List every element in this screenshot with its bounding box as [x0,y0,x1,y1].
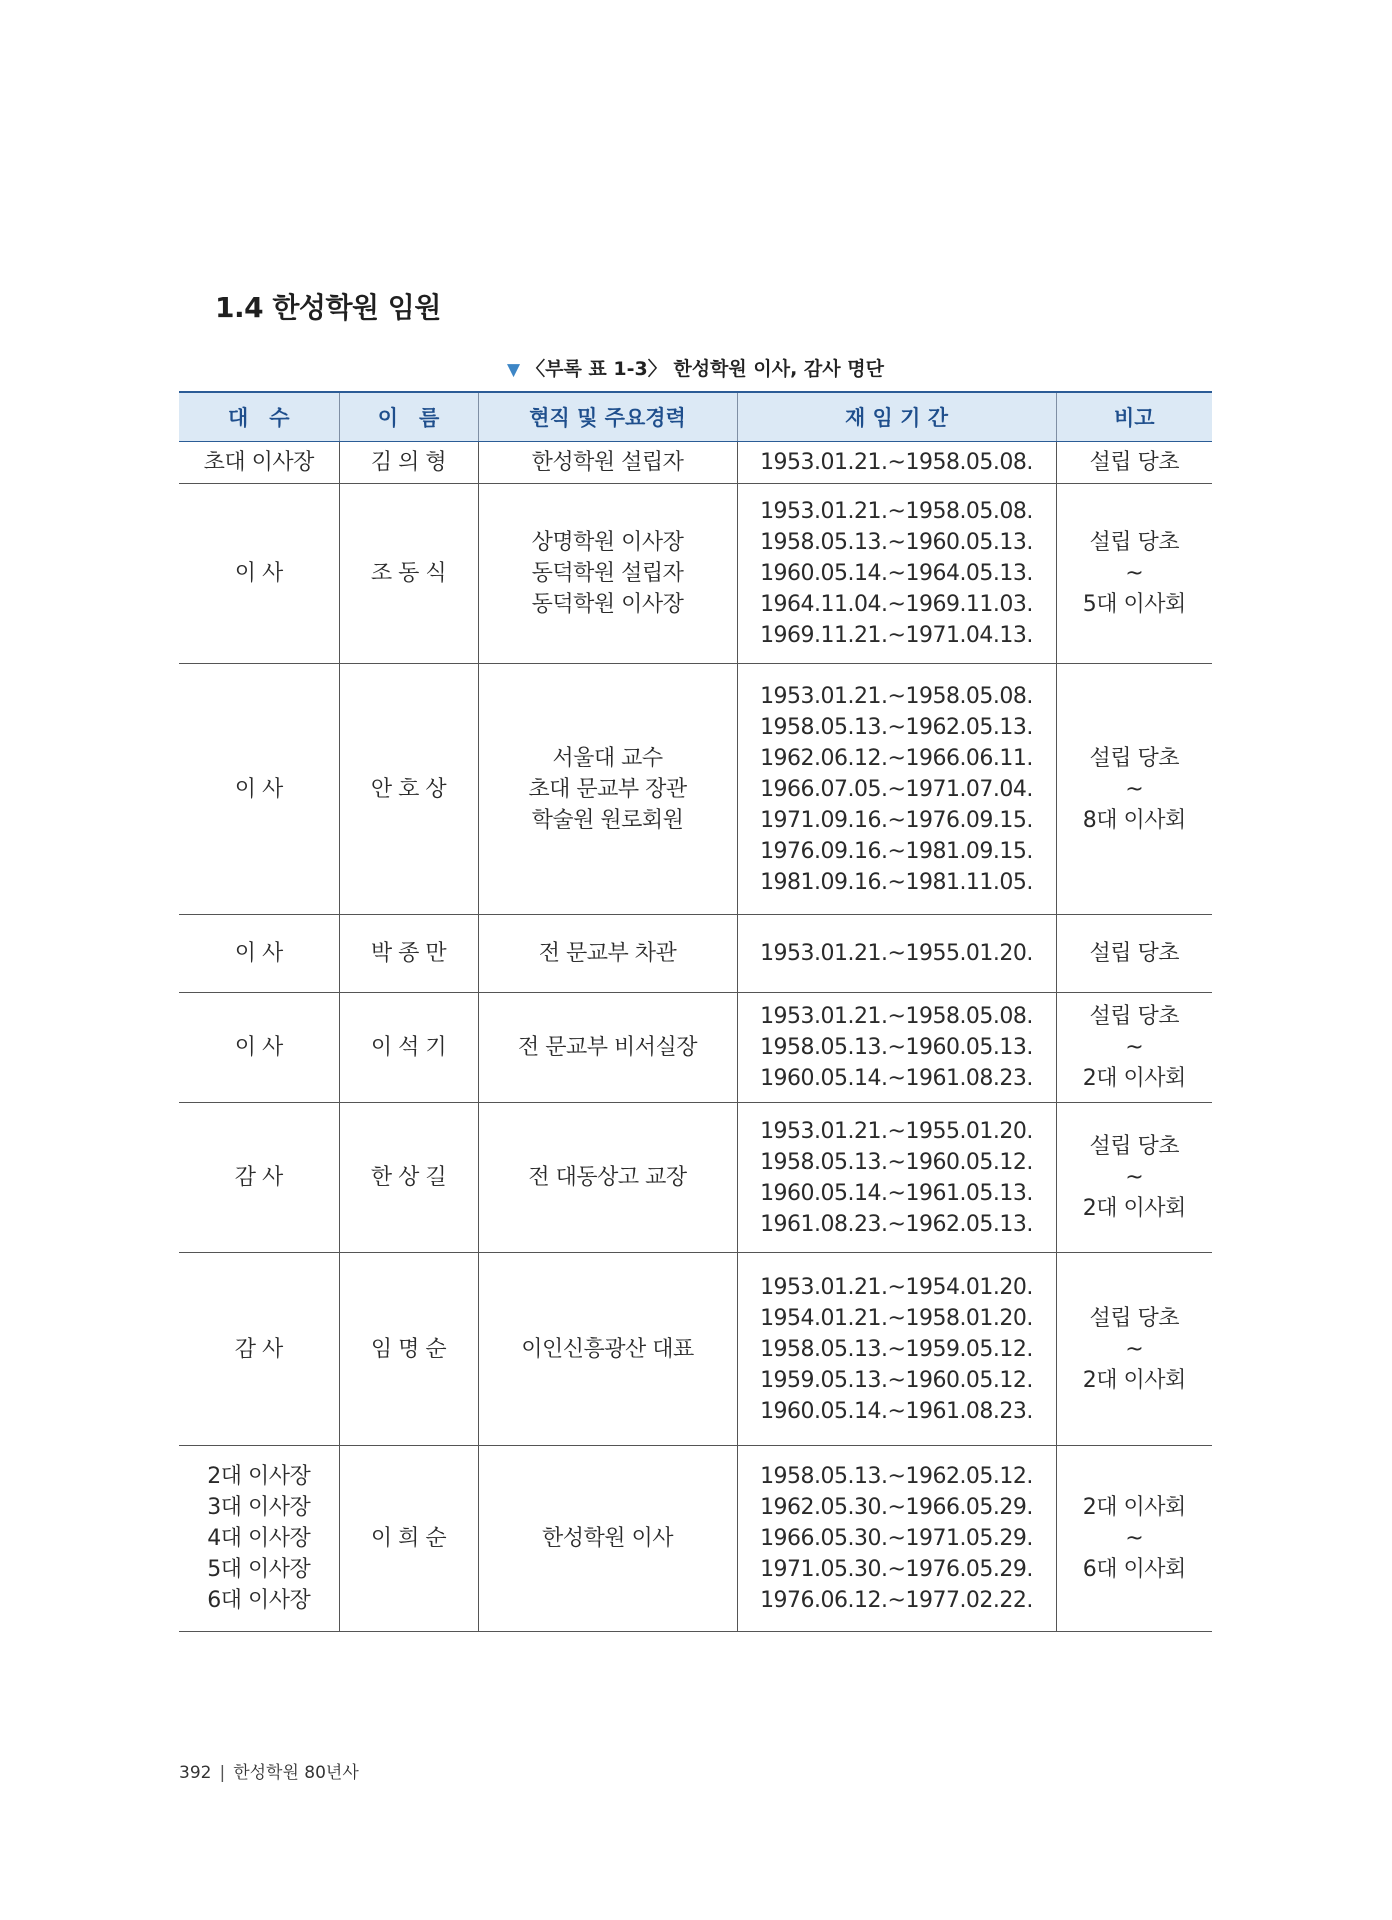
cell-career: 전 문교부 비서실장 [478,993,737,1103]
footer-separator: | [219,1763,226,1783]
table-row [179,993,1212,1103]
table-row [179,1446,1212,1632]
cell-terms: 1953.01.21.~1955.01.20. 1958.05.13.~1960.05.12. 1960.05.14.~1961.05.13. 1961.08.23.~1962.05.13. [737,1103,1056,1253]
board-roster-table [179,391,1212,1632]
cell-terms: 1953.01.21.~1958.05.08. 1958.05.13.~1960.05.13. 1960.05.14.~1964.05.13. 1964.11.04.~1969.11.03. 1969.11.21.~1971.04.13. [737,484,1056,664]
table-row [179,915,1212,993]
cell-name: 박 종 만 [339,915,478,993]
cell-name: 이 희 순 [339,1446,478,1632]
table-row [179,442,1212,484]
book-title: 한성학원 80년사 [233,1763,359,1783]
cell-note: 설립 당초 ~ 2대 이사회 [1056,1253,1212,1446]
table-caption-text: 〈부록 표 1-3〉 한성학원 이사, 감사 명단 [526,358,884,380]
cell-career: 서울대 교수 초대 문교부 장관 학술원 원로회원 [478,664,737,915]
table-row [179,664,1212,915]
cell-note: 설립 당초 [1056,915,1212,993]
column-header-tenure: 재 임 기 간 [737,392,1056,442]
page-number: 392 [179,1763,212,1783]
column-header-term: 대 수 [179,392,339,442]
cell-name: 조 동 식 [339,484,478,664]
table-header-row [179,392,1212,442]
cell-position: 감 사 [179,1103,339,1253]
cell-name: 이 석 기 [339,993,478,1103]
cell-terms: 1953.01.21.~1954.01.20. 1954.01.21.~1958.01.20. 1958.05.13.~1959.05.12. 1959.05.13.~1960.05.12. 1960.05.14.~1961.08.23. [737,1253,1056,1446]
cell-career: 한성학원 이사 [478,1446,737,1632]
cell-name: 임 명 순 [339,1253,478,1446]
cell-career: 한성학원 설립자 [478,442,737,484]
cell-name: 한 상 길 [339,1103,478,1253]
table-caption [179,354,1212,381]
cell-name: 김 의 형 [339,442,478,484]
cell-note: 설립 당초 ~ 2대 이사회 [1056,1103,1212,1253]
table-row [179,1253,1212,1446]
cell-career: 이인신흥광산 대표 [478,1253,737,1446]
cell-career: 상명학원 이사장 동덕학원 설립자 동덕학원 이사장 [478,484,737,664]
cell-position: 초대 이사장 [179,442,339,484]
table-row [179,484,1212,664]
triangle-down-icon: ▼ [507,360,521,380]
cell-terms: 1958.05.13.~1962.05.12. 1962.05.30.~1966.05.29. 1966.05.30.~1971.05.29. 1971.05.30.~1976.05.29. 1976.06.12.~1977.02.22. [737,1446,1056,1632]
cell-note: 설립 당초 [1056,442,1212,484]
cell-terms: 1953.01.21.~1958.05.08. 1958.05.13.~1962.05.13. 1962.06.12.~1966.06.11. 1966.07.05.~1971.07.04. 1971.09.16.~1976.09.15. 1976.09.16.~1981.09.15. 1981.09.16.~1981.11.05. [737,664,1056,915]
cell-terms: 1953.01.21.~1958.05.08. [737,442,1056,484]
column-header-note: 비고 [1056,392,1212,442]
cell-career: 전 대동상고 교장 [478,1103,737,1253]
column-header-career: 현직 및 주요경력 [478,392,737,442]
cell-position: 이 사 [179,484,339,664]
cell-terms: 1953.01.21.~1958.05.08. 1958.05.13.~1960.05.13. 1960.05.14.~1961.08.23. [737,993,1056,1103]
cell-note: 설립 당초 ~ 8대 이사회 [1056,664,1212,915]
cell-position: 이 사 [179,993,339,1103]
cell-position: 감 사 [179,1253,339,1446]
cell-terms: 1953.01.21.~1955.01.20. [737,915,1056,993]
cell-position: 2대 이사장 3대 이사장 4대 이사장 5대 이사장 6대 이사장 [179,1446,339,1632]
cell-note: 설립 당초 ~ 5대 이사회 [1056,484,1212,664]
cell-name: 안 호 상 [339,664,478,915]
page-footer [179,1758,359,1783]
cell-note: 설립 당초 ~ 2대 이사회 [1056,993,1212,1103]
cell-note: 2대 이사회 ~ 6대 이사회 [1056,1446,1212,1632]
cell-career: 전 문교부 차관 [478,915,737,993]
column-header-name: 이 름 [339,392,478,442]
cell-position: 이 사 [179,915,339,993]
table-row [179,1103,1212,1253]
section-title: 1.4 한성학원 임원 [215,291,441,324]
cell-position: 이 사 [179,664,339,915]
